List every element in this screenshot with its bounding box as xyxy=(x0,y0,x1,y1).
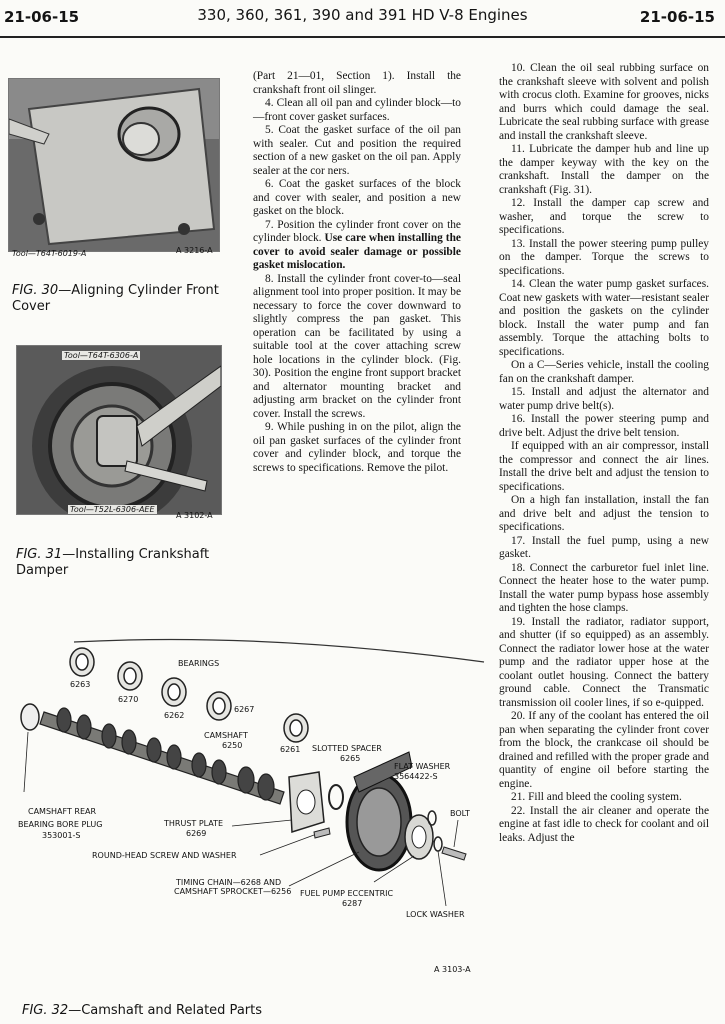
bearing-4 xyxy=(207,692,231,720)
paragraph: 17. Install the fuel pump, using a new gasket. xyxy=(499,534,709,560)
paragraph: If equipped with an air compressor, install the compressor and connect the air lines. Install the drive belt and adjust the tension to specifications. xyxy=(499,440,709,493)
label-thrust-plate-no: 6269 xyxy=(186,829,207,838)
label-flat-washer: FLAT WASHER xyxy=(394,762,451,771)
label-bearings: BEARINGS xyxy=(178,659,220,668)
flat-washer xyxy=(428,811,436,825)
label-timing-chain: TIMING CHAIN—6268 AND xyxy=(176,878,282,887)
paragraph: 10. Clean the oil seal rubbing surface on the crankshaft sleeve with solvent and polish with crocus cloth. Examine for grooves, nicks and burrs which could damage the seal. Lubricate the seal rubbing surface with grease and install the crankshaft sleeve. xyxy=(499,62,710,142)
right-column xyxy=(499,62,709,845)
paragraph: 18. Connect the carburetor fuel inlet line. Connect the heater hose to the water pump. Install the water pump bypass hose assembly and tighten the hose clamps. xyxy=(499,561,709,614)
lock-washer xyxy=(434,837,442,851)
page-number-right: 21-06-15 xyxy=(639,8,715,26)
paragraph: 19. Install the radiator, radiator support, and shutter (if so equipped) as an assembly. Connect the radiator lower hose at the water pump and the radiator upper hose at the coolant outlet housing. Connect the battery ground cable. Connect the Transmatic transmission oil cooler lines, if so e-quipped. xyxy=(499,615,709,709)
paragraph: 8. Install the cylinder front cover-to—seal alignment tool into proper position. It may be necessary to force the cover downward to slightly compress the pan gasket. This operation can be facilitated by using a suitable tool at the cover attaching screw hole locations in the cylinder block. (Fig. 30). Position the engine front support bracket and alternator mounting bracket and adjusting arm bracket on the cylinder front cover. Install the screws. xyxy=(253,272,461,420)
paragraph: 5. Coat the gasket surface of the oil pan with sealer. Cut and position the required section of a new gasket on the oil pan. Apply sealer at the cor ners. xyxy=(253,124,461,177)
fig31-tool-label-top: Tool—T64T-6306-A xyxy=(64,351,139,360)
label-slotted-spacer-no: 6265 xyxy=(340,754,361,763)
fig30-photo xyxy=(8,78,220,252)
paragraph: 21. Fill and bleed the cooling system. xyxy=(511,791,682,803)
paragraph: 16. Install the power steering pump and drive belt. Adjust the drive belt tension. xyxy=(499,413,709,439)
paragraph: 22. Install the air cleaner and operate the engine at fast idle to check for coolant and oil leaks. Adjust the xyxy=(499,804,709,844)
running-title: 330, 360, 361, 390 and 391 HD V-8 Engines xyxy=(197,6,528,24)
label-bearing-1: 6263 xyxy=(70,680,91,689)
bearing-2 xyxy=(118,662,142,690)
paragraph: 12. Install the damper cap screw and washer, and torque the screw to specifications. xyxy=(499,197,709,236)
bearing-1 xyxy=(70,648,94,676)
fig31-code: A 3102-A xyxy=(176,511,213,520)
label-camshaft-no: 6250 xyxy=(222,741,243,750)
paragraph: 14. Clean the water pump gasket surfaces. Coat new gaskets with water—resistant sealer and position the gaskets on the cylinder block. Install the water pump and fan assembly. Torque the attaching bolts to specifications. xyxy=(499,278,709,358)
paragraph: 15. Install and adjust the alternator and water pump drive belt(s). xyxy=(499,386,709,412)
label-fuel-eccentric-no: 6287 xyxy=(342,899,363,908)
middle-column xyxy=(253,70,461,475)
label-thrust-plate: THRUST PLATE xyxy=(164,819,224,828)
header-rule xyxy=(0,36,725,38)
fig31-tool-label-bottom: Tool—T52L-6306-AEE xyxy=(70,505,155,514)
bearing-5 xyxy=(284,714,308,742)
paragraph: 13. Install the power steering pump pulley on the damper. Torque the screws to specifications. xyxy=(499,237,709,277)
label-bolt: BOLT xyxy=(450,809,470,818)
fig30-caption: FIG. 30—Aligning Cylinder Front Cover xyxy=(12,283,219,314)
label-plug-no: 353001-S xyxy=(42,831,81,840)
label-bearing-5: 6261 xyxy=(280,745,301,754)
slotted-spacer xyxy=(329,785,343,809)
label-camshaft: CAMSHAFT xyxy=(204,731,248,740)
page-header xyxy=(0,0,725,42)
label-lock-washer: LOCK WASHER xyxy=(406,910,465,919)
paragraph: On a high fan installation, install the fan and drive belt and adjust the tension to specifications. xyxy=(499,494,709,533)
paragraph: (Part 21—01, Section 1). Install the crankshaft front oil slinger. xyxy=(253,70,461,96)
paragraph: 11. Lubricate the damper hub and line up the damper keyway with the key on the crankshaft. Install the damper on the crankshaft (Fig. 31). xyxy=(499,143,709,196)
paragraph: On a C—Series vehicle, install the cooling fan on the crankshaft damper. xyxy=(499,359,709,385)
label-flat-washer-no: 3564422-S xyxy=(394,772,438,781)
paragraph: 6. Coat the gasket surfaces of the block and cover with sealer, and position a new gasket on the block. xyxy=(253,178,461,217)
paragraph: 9. While pushing in on the pilot, align the oil pan gasket surfaces of the cylinder front cover and cylinder block, and torque the screws to specifications. Remove the pilot. xyxy=(253,421,461,474)
fig32-code: A 3103-A xyxy=(434,965,471,974)
label-screw-washer: ROUND-HEAD SCREW AND WASHER xyxy=(92,851,237,860)
label-plug-2: BEARING BORE PLUG xyxy=(18,820,103,829)
label-sprocket: CAMSHAFT SPROCKET—6256 xyxy=(174,887,292,896)
round-head-screw xyxy=(314,828,330,838)
camshaft xyxy=(40,708,284,804)
label-bearing-2: 6270 xyxy=(118,695,139,704)
label-slotted-spacer: SLOTTED SPACER xyxy=(312,744,382,753)
label-bearing-4: 6267 xyxy=(234,705,255,714)
fig31-photo xyxy=(16,345,222,515)
bolt xyxy=(442,847,466,860)
label-bearing-3: 6262 xyxy=(164,711,185,720)
fig32-diagram xyxy=(14,632,494,982)
paragraph: 20. If any of the coolant has entered the oil pan when separating the cylinder front cover from the block, the crankcase oil should be drained and refilled with the proper grade and quantity of engine oil before starting the engine. xyxy=(499,710,709,790)
rear-plug xyxy=(21,704,39,730)
paragraph: 4. Clean all oil pan and cylinder block—to—front cover gasket surfaces. xyxy=(253,97,461,123)
fig32-caption: FIG. 32—Camshaft and Related Parts xyxy=(22,1003,262,1018)
fig30-tool-label: Tool—T64T-6019-A xyxy=(12,249,87,258)
page-number-left: 21-06-15 xyxy=(4,8,80,26)
caution-note: Use care when installing the cover to avoid sealer damage or possible gasket mislocation. xyxy=(253,232,461,271)
label-plug-1: CAMSHAFT REAR xyxy=(28,807,97,816)
fig31-caption: FIG. 31—Installing Crankshaft Damper xyxy=(16,547,210,578)
bearing-3 xyxy=(162,678,186,706)
fig30-code: A 3216-A xyxy=(176,246,213,255)
label-fuel-eccentric: FUEL PUMP ECCENTRIC xyxy=(300,889,394,898)
paragraph: 7. Position the cylinder front cover on the cylinder block. Use care when installing the cover to avoid sealer damage or possible gasket mislocation. xyxy=(253,218,461,271)
